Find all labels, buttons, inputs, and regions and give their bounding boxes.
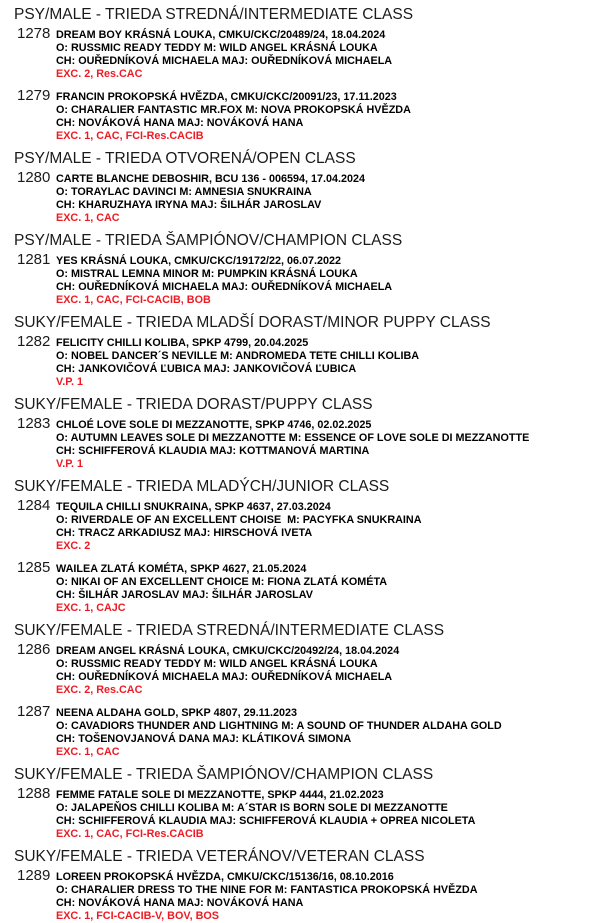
entry-result: EXC. 2: [56, 540, 91, 552]
entry-result: EXC. 1, FCI-CACIB-V, BOV, BOS: [56, 910, 219, 922]
entry-dog-name-registration: FEMME FATALE SOLE DI MEZZANOTTE, SPKP 4444, 21.02.2023: [56, 789, 384, 801]
catalog-entry: [14, 561, 586, 615]
entry-dog-name-registration: NEENA ALDAHA GOLD, SPKP 4807, 29.11.2023: [56, 707, 298, 719]
entry-result: V.P. 1: [56, 458, 84, 470]
entry-sire-dam: O: RIVERDALE OF AN EXCELLENT CHOISE M: PACYFKA SNUKRAINA: [56, 514, 422, 526]
entry-catalog-number: 1280: [17, 169, 51, 186]
entry-breeder-owner: CH: ŠILHÁR JAROSLAV MAJ: ŠILHÁR JAROSLAV: [56, 589, 313, 601]
entry-catalog-number: 1283: [17, 415, 51, 432]
entry-sire-dam: O: CHARALIER DRESS TO THE NINE FOR M: FANTASTICA PROKOPSKÁ HVĚZDA: [56, 884, 478, 896]
entry-details: [56, 337, 586, 389]
entry-catalog-number: 1284: [17, 497, 51, 514]
entry-breeder-owner: CH: OUŘEDNÍKOVÁ MICHAELA MAJ: OUŘEDNÍKOVÁ MICHAELA: [56, 281, 393, 293]
entry-breeder-owner: CH: SCHIFFEROVÁ KLAUDIA MAJ: SCHIFFEROVÁ KLAUDIA + OPREA NICOLETA: [56, 815, 476, 827]
catalog-entry: [14, 89, 586, 143]
entry-details: [56, 871, 586, 923]
entry-result: EXC. 1, CAJC: [56, 602, 126, 614]
class-section-header: PSY/MALE - TRIEDA ŠAMPIÓNOV/CHAMPION CLASS: [14, 232, 403, 249]
class-section-header: PSY/MALE - TRIEDA OTVORENÁ/OPEN CLASS: [14, 150, 356, 167]
entry-breeder-owner: CH: SCHIFFEROVÁ KLAUDIA MAJ: KOTTMANOVÁ MARTINA: [56, 445, 370, 457]
catalog-entry: [14, 253, 586, 307]
catalog-entry: [14, 27, 586, 81]
catalog-entry: [14, 417, 586, 471]
entry-sire-dam: O: RUSSMIC READY TEDDY M: WILD ANGEL KRÁSNÁ LOUKA: [56, 42, 378, 54]
catalog-entry: [14, 869, 586, 923]
entry-details: [56, 789, 586, 841]
entry-sire-dam: O: CHARALIER FANTASTIC MR.FOX M: NOVA PROKOPSKÁ HVĚZDA: [56, 104, 411, 116]
class-section-header: SUKY/FEMALE - TRIEDA ŠAMPIÓNOV/CHAMPION CLASS: [14, 766, 434, 783]
entry-result: EXC. 1, CAC: [56, 746, 120, 758]
catalog-entry: [14, 335, 586, 389]
entry-result: EXC. 1, CAC, FCI-CACIB, BOB: [56, 294, 211, 306]
class-section-header: SUKY/FEMALE - TRIEDA DORAST/PUPPY CLASS: [14, 396, 373, 413]
entry-breeder-owner: CH: TOŠENOVJANOVÁ DANA MAJ: KLÁTIKOVÁ SIMONA: [56, 733, 352, 745]
entry-details: [56, 707, 586, 759]
entry-sire-dam: O: TORAYLAC DAVINCI M: AMNESIA SNUKRAINA: [56, 186, 312, 198]
entry-dog-name-registration: FELICITY CHILLI KOLIBA, SPKP 4799, 20.04.2025: [56, 337, 309, 349]
entry-catalog-number: 1285: [17, 559, 51, 576]
entry-details: [56, 563, 586, 615]
entry-catalog-number: 1282: [17, 333, 51, 350]
entry-breeder-owner: CH: JANKOVIČOVÁ ĽUBICA MAJ: JANKOVIČOVÁ ĽUBICA: [56, 363, 357, 375]
entry-details: [56, 501, 586, 553]
entry-dog-name-registration: WAILEA ZLATÁ KOMÉTA, SPKP 4627, 21.05.2024: [56, 563, 307, 575]
entry-breeder-owner: CH: OUŘEDNÍKOVÁ MICHAELA MAJ: OUŘEDNÍKOVÁ MICHAELA: [56, 55, 393, 67]
entry-sire-dam: O: NOBEL DANCER´S NEVILLE M: ANDROMEDA TETE CHILLI KOLIBA: [56, 350, 420, 362]
class-section-header: PSY/MALE - TRIEDA STREDNÁ/INTERMEDIATE CLASS: [14, 6, 414, 23]
entry-details: [56, 91, 586, 143]
entry-details: [56, 173, 586, 225]
entry-sire-dam: O: JALAPEŇOS CHILLI KOLIBA M: A´STAR IS BORN SOLE DI MEZZANOTTE: [56, 802, 448, 814]
entry-sire-dam: O: CAVADIORS THUNDER AND LIGHTNING M: A SOUND OF THUNDER ALDAHA GOLD: [56, 720, 502, 732]
entry-dog-name-registration: YES KRÁSNÁ LOUKA, CMKU/CKC/19172/22, 06.07.2022: [56, 255, 342, 267]
entry-result: V.P. 1: [56, 376, 84, 388]
class-section-header: SUKY/FEMALE - TRIEDA STREDNÁ/INTERMEDIATE CLASS: [14, 622, 445, 639]
entry-dog-name-registration: TEQUILA CHILLI SNUKRAINA, SPKP 4637, 27.03.2024: [56, 501, 331, 513]
entry-breeder-owner: CH: OUŘEDNÍKOVÁ MICHAELA MAJ: OUŘEDNÍKOVÁ MICHAELA: [56, 671, 393, 683]
entry-sire-dam: O: AUTUMN LEAVES SOLE DI MEZZANOTTE M: ESSENCE OF LOVE SOLE DI MEZZANOTTE: [56, 432, 530, 444]
entry-catalog-number: 1288: [17, 785, 51, 802]
entry-result: EXC. 1, CAC: [56, 212, 120, 224]
class-section-header: SUKY/FEMALE - TRIEDA MLADÝCH/JUNIOR CLASS: [14, 478, 390, 495]
entry-sire-dam: O: MISTRAL LEMNA MINOR M: PUMPKIN KRÁSNÁ LOUKA: [56, 268, 358, 280]
catalog-entry: [14, 499, 586, 553]
class-section-header: SUKY/FEMALE - TRIEDA VETERÁNOV/VETERAN CLASS: [14, 848, 425, 865]
entry-dog-name-registration: DREAM ANGEL KRÁSNÁ LOUKA, CMKU/CKC/20492/24, 18.04.2024: [56, 645, 400, 657]
entry-catalog-number: 1281: [17, 251, 51, 268]
entry-catalog-number: 1286: [17, 641, 51, 658]
entry-details: [56, 419, 586, 471]
entry-breeder-owner: CH: TRACZ ARKADIUSZ MAJ: HIRSCHOVÁ IVETA: [56, 527, 313, 539]
entry-catalog-number: 1278: [17, 25, 51, 42]
entry-dog-name-registration: LOREEN PROKOPSKÁ HVĚZDA, CMKU/CKC/15136/16, 08.10.2016: [56, 871, 394, 883]
entry-breeder-owner: CH: KHARUZHAYA IRYNA MAJ: ŠILHÁR JAROSLAV: [56, 199, 322, 211]
entry-result: EXC. 1, CAC, FCI-Res.CACIB: [56, 828, 204, 840]
entry-details: [56, 255, 586, 307]
catalog-entry: [14, 705, 586, 759]
catalog-entry: [14, 787, 586, 841]
entry-catalog-number: 1289: [17, 867, 51, 884]
entry-details: [56, 29, 586, 81]
entry-dog-name-registration: DREAM BOY KRÁSNÁ LOUKA, CMKU/CKC/20489/24, 18.04.2024: [56, 29, 386, 41]
entry-catalog-number: 1287: [17, 703, 51, 720]
entry-result: EXC. 2, Res.CAC: [56, 68, 143, 80]
class-section-header: SUKY/FEMALE - TRIEDA MLADŠÍ DORAST/MINOR PUPPY CLASS: [14, 314, 491, 331]
entry-dog-name-registration: FRANCIN PROKOPSKÁ HVĚZDA, CMKU/CKC/20091/23, 17.11.2023: [56, 91, 397, 103]
entry-breeder-owner: CH: NOVÁKOVÁ HANA MAJ: NOVÁKOVÁ HANA: [56, 117, 304, 129]
entry-sire-dam: O: RUSSMIC READY TEDDY M: WILD ANGEL KRÁSNÁ LOUKA: [56, 658, 378, 670]
entry-details: [56, 645, 586, 697]
entry-breeder-owner: CH: NOVÁKOVÁ HANA MAJ: NOVÁKOVÁ HANA: [56, 897, 304, 909]
catalog-entry: [14, 643, 586, 697]
entry-catalog-number: 1279: [17, 87, 51, 104]
entry-dog-name-registration: CHLOÉ LOVE SOLE DI MEZZANOTTE, SPKP 4746, 02.02.2025: [56, 419, 372, 431]
entry-result: EXC. 2, Res.CAC: [56, 684, 143, 696]
entry-sire-dam: O: NIKAI OF AN EXCELLENT CHOICE M: FIONA ZLATÁ KOMÉTA: [56, 576, 388, 588]
entry-dog-name-registration: CARTE BLANCHE DEBOSHIR, BCU 136 - 006594, 17.04.2024: [56, 173, 366, 185]
entry-result: EXC. 1, CAC, FCI-Res.CACIB: [56, 130, 204, 142]
catalog-entry: [14, 171, 586, 225]
